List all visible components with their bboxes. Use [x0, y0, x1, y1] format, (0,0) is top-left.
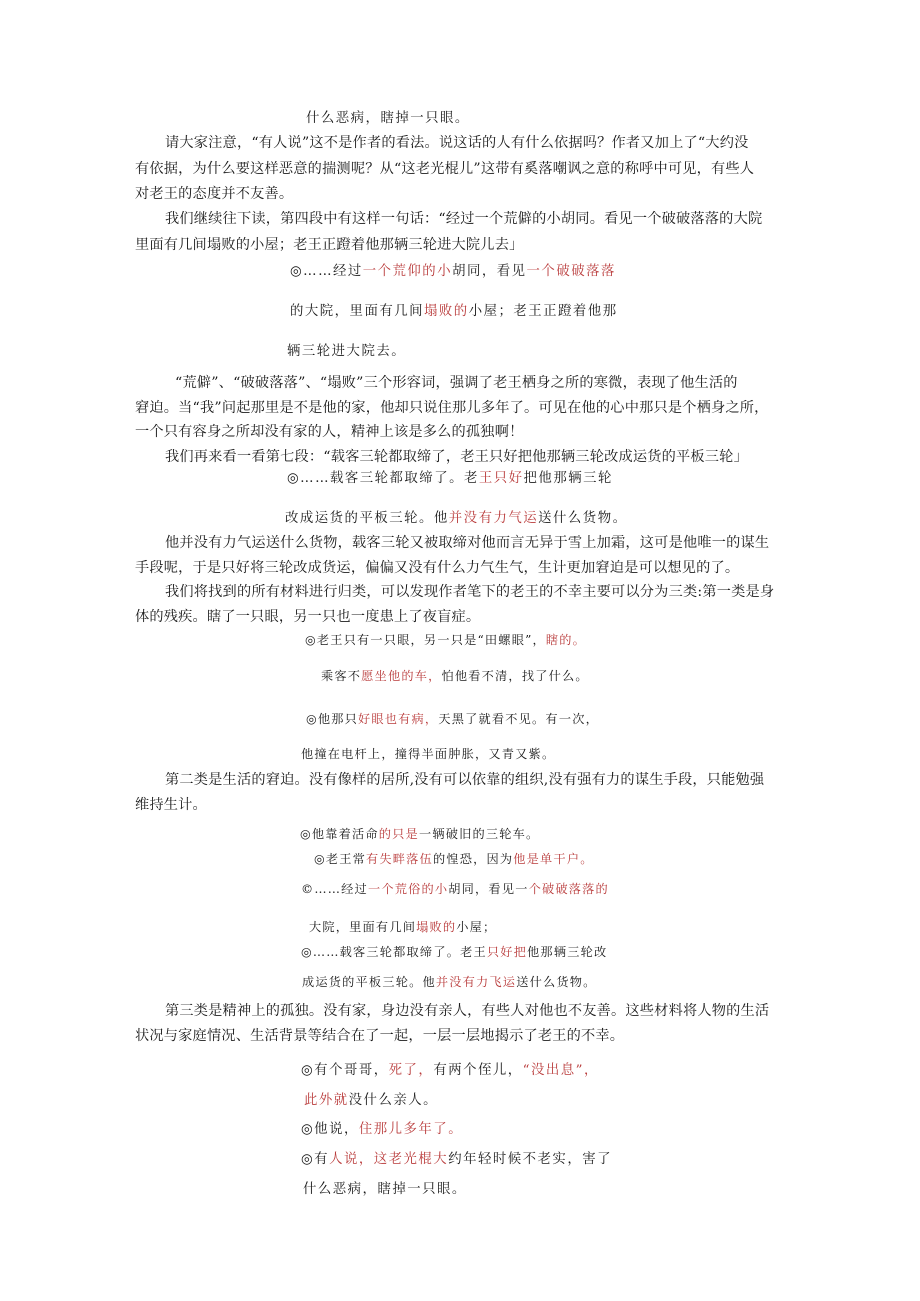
paragraph-line: 对老王的态度并不友善。	[135, 186, 294, 202]
quote-text: 成运货的平板三轮。他	[302, 975, 436, 989]
quote-line	[300, 828, 539, 840]
paragraph-line: “荒僻”、“破破落落”、“塌败”三个形容词，强调了老王栖身之所的寒微，表现了他生活的	[175, 375, 738, 391]
quote-line	[290, 265, 616, 278]
paragraph-line: 维持生计。	[135, 797, 207, 813]
paragraph-line: 一个只有容身之所却没有家的人，精神上该是多么的孤独啊！	[135, 424, 524, 440]
highlight-text: 瞎的。	[545, 633, 587, 647]
paragraph-line: 我们将找到的所有材料进行归类，可以发现作者笔下的老王的不幸主要可以分为三类:第一类是身	[165, 584, 775, 600]
quote-line	[305, 634, 586, 646]
paragraph-line: 第三类是精神上的孤独。没有家，身边没有亲人，有些人对他也不友善。这些材料将人物的生活	[165, 1003, 770, 1019]
quote-text: ◎有	[301, 1152, 330, 1167]
highlight-text: 死了，	[388, 1063, 434, 1078]
highlight-text: 只好把	[486, 945, 528, 959]
highlight-text: 塌败的	[416, 920, 457, 934]
quote-line	[309, 921, 496, 933]
quote-line: 什么恶病，瞎掉一只眼。	[303, 1182, 467, 1197]
quote-line	[314, 853, 594, 865]
quote-text: 约年轻时候不老实，害了	[448, 1152, 612, 1167]
highlight-text: “没出息”，	[522, 1063, 599, 1078]
quote-text: 胡同，看见一	[448, 882, 529, 896]
quote-text: ◎……载客三轮都取缔了。老王	[301, 945, 487, 959]
quote-text: ◎老王只有一只眼，另一只是“田螺眼”，	[305, 633, 546, 647]
quote-line	[302, 976, 597, 988]
quote-text: 没什么亲人。	[348, 1093, 439, 1108]
quote-text: ◎老王常	[314, 852, 366, 866]
paragraph-line: 有依据，为什么要这样恶意的揣测呢？从“这老光棍儿”这带有奚落嘲讽之意的称呼中可见，有些人	[135, 161, 755, 177]
quote-text: ◎他那只	[306, 712, 358, 726]
quote-text: 怕他看不清，找了什么。	[441, 669, 589, 683]
quote-text: 他那辆三轮改	[527, 945, 608, 959]
paragraph-line: 请大家注意，“有人说”这不是作者的看法。说这话的人有什么依据吗？作者又加上了“大约没	[165, 135, 749, 151]
quote-line: 什么恶病，瞎掉一只眼。	[306, 111, 470, 126]
quote-text: 乘客不	[321, 669, 362, 683]
quote-line: 辆三轮进大院去。	[287, 344, 407, 359]
highlight-text: 的只是	[378, 827, 419, 841]
quote-line	[301, 1123, 463, 1136]
paragraph-line: 窘迫。当“我”问起那里是不是他的家，他却只说住那儿多年了。可见在他的心中那只是个栖身之所，	[135, 400, 769, 416]
highlight-text: 他是单干户。	[513, 852, 594, 866]
quote-text: ◎有个哥哥，	[301, 1063, 389, 1078]
quote-line	[321, 670, 589, 682]
highlight-text: 个破破落落的	[528, 882, 609, 896]
highlight-text: 一个破破落落	[526, 264, 616, 279]
quote-line	[306, 713, 599, 725]
highlight-text: 有失畔落伍	[366, 852, 433, 866]
highlight-text: 一个荒仰的小	[362, 264, 453, 279]
paragraph-line: 里面有几间塌败的小屋；老王正蹬着他那辆三轮进大院儿去」	[135, 237, 524, 253]
quote-text: ©……经过	[301, 882, 368, 896]
paragraph-line: 他并没有力气运送什么货物，载客三轮又被取缔对他而言无异于雪上加霜，这可是他唯一的谋生	[165, 535, 770, 551]
quote-text: 送什么货物。	[538, 511, 628, 526]
quote-line	[304, 1094, 438, 1107]
highlight-text: 王只好	[478, 471, 524, 486]
quote-text: 一辆破旧的三轮车。	[418, 827, 540, 841]
quote-line	[287, 472, 613, 485]
highlight-text: 并没有力飞运	[435, 975, 517, 989]
highlight-text: 塌败的	[424, 304, 469, 319]
quote-line	[285, 512, 627, 525]
quote-text: 天黑了就看不见。有一次，	[438, 712, 599, 726]
quote-line	[290, 305, 618, 318]
quote-line	[301, 883, 609, 895]
quote-text: ◎……经过	[290, 264, 363, 279]
paragraph-line: 第二类是生活的窘迫。没有像样的居所,没有可以依靠的组织,没有强有力的谋生手段，只能勉强	[165, 772, 765, 788]
quote-text: 把他那辆三轮	[523, 471, 613, 486]
highlight-text: 人说，这老光棍大	[329, 1152, 449, 1167]
quote-text: 小屋；老王正蹬着他那	[468, 304, 618, 319]
highlight-text: 好眼也有病，	[358, 712, 439, 726]
quote-text: ◎……载客三轮都取缔了。老	[287, 471, 479, 486]
quote-text: ◎他靠着活命	[300, 827, 379, 841]
quote-text: 的惶恐，因为	[432, 852, 514, 866]
highlight-text: 并没有力气运	[448, 511, 539, 526]
highlight-text: 愿坐他的车，	[361, 669, 442, 683]
quote-line: 他撞在电杆上，撞得半面肿胀，又青又紫。	[301, 747, 556, 761]
quote-text: 小屋；	[456, 920, 497, 934]
quote-text: 大院，里面有几间	[309, 920, 417, 934]
highlight-text: 此外就	[304, 1093, 349, 1108]
quote-line	[301, 1064, 599, 1077]
quote-text: 改成运货的平板三轮。他	[285, 511, 449, 526]
highlight-text: 一个荒俗的小	[367, 882, 449, 896]
paragraph-line: 状况与家庭情况、生活背景等结合在了一起，一层一层地揭示了老王的不幸。	[135, 1028, 625, 1044]
quote-text: 送什么货物。	[516, 975, 597, 989]
paragraph-line: 我们继续往下读，第四段中有这样一句话：“经过一个荒僻的小胡同。看见一个破破落落的大院	[165, 211, 763, 227]
quote-line	[301, 1153, 612, 1166]
quote-text: 的大院，里面有几间	[290, 304, 425, 319]
paragraph-line: 体的残疾。瞎了一只眼，另一只也一度患上了夜盲症。	[135, 609, 481, 625]
quote-text: 有两个侄儿，	[433, 1063, 523, 1078]
quote-text: ◎他说，	[301, 1122, 359, 1137]
quote-line	[301, 946, 607, 958]
quote-text: 胡同，看见	[452, 264, 527, 279]
paragraph-line: 我们再来看一看第七段：“载客三轮都取缔了，老王只好把他那辆三轮改成运货的平板三轮」	[165, 449, 748, 465]
paragraph-line: 手段呢，于是只好将三轮改成货运，偏偏又没有什么力气生气，生计更加窘迫是可以想见的了。	[135, 560, 740, 576]
highlight-text: 住那儿多年了。	[358, 1122, 464, 1137]
